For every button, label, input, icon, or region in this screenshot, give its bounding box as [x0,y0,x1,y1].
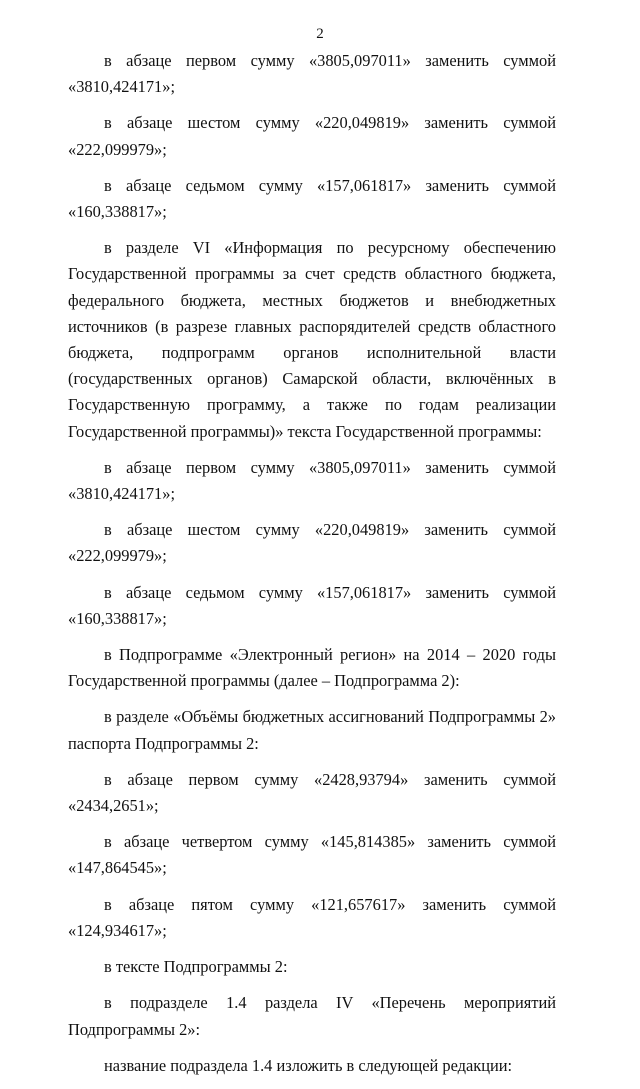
paragraph: в абзаце седьмом сумму «157,061817» заменить суммой «160,338817»; [68,582,556,628]
paragraph: в разделе «Объёмы бюджетных ассигнований Подпрограммы 2» паспорта Подпрограммы 2: [68,707,556,753]
paragraph: название подраздела 1.4 изложить в следующей редакции: [104,1055,513,1075]
paragraph: в разделе VI «Информация по ресурсному обеспечению Государственной программы за счет средств областного бюджета, федерального бюджета, местных бюджетов и внебюджетных источников (в разрезе главных распорядителей средств областного бюджета, подпрограмм органов исполнительной власти (государственных органов) Самарской области, включённых в Государственную программу, а также по годам реализации Государственной программы)» текста Государственной программы: [68,238,556,441]
paragraph: в абзаце первом сумму «2428,93794» заменить суммой «2434,2651»; [68,769,556,816]
paragraph: в абзаце седьмом сумму «157,061817» заменить суммой «160,338817»; [68,175,556,222]
paragraph: в тексте Подпрограммы 2: [104,957,288,977]
document-body [68,48,556,1089]
paragraph: в Подпрограмме «Электронный регион» на 2014 – 2020 годы Государственной программы (далее – Подпрограмма 2): [68,645,556,691]
paragraph: в абзаце шестом сумму «220,049819» заменить суммой «222,099979»; [68,520,556,566]
page-number: 2 [316,26,324,42]
paragraph: в абзаце четвертом сумму «145,814385» заменить суммой «147,864545»; [68,832,556,878]
paragraph: в абзаце первом сумму «3805,097011» заменить суммой «3810,424171»; [68,457,556,504]
paragraph: в абзаце первом сумму «3805,097011» заменить суммой «3810,424171»; [68,51,556,97]
paragraph: в абзаце пятом сумму «121,657617» заменить суммой «124,934617»; [68,894,556,940]
paragraph: в абзаце шестом сумму «220,049819» заменить суммой «222,099979»; [68,113,556,159]
paragraph: в подразделе 1.4 раздела IV «Перечень мероприятий Подпрограммы 2»: [68,993,556,1039]
